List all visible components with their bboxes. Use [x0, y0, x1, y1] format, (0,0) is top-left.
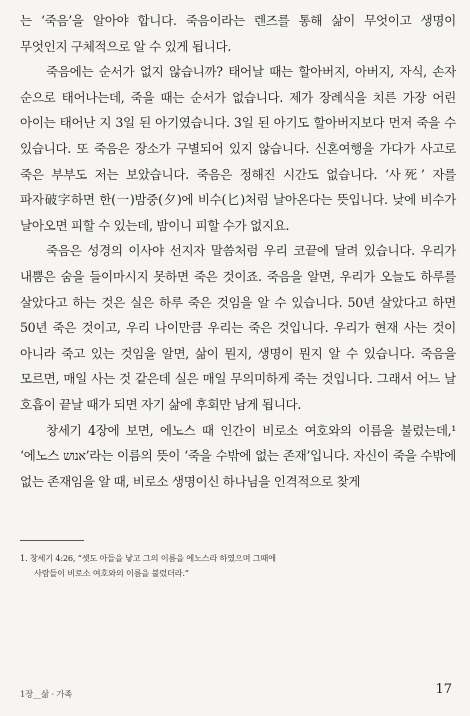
body-text — [20, 8, 456, 494]
footnote-line-1: 1. 창세기 4:26, “셋도 아들을 낳고 그의 이름을 에노스라 하였으며 그때에 — [20, 553, 276, 563]
running-head: 1장__삶 · 가족 — [20, 689, 73, 699]
paragraph-4: 창세기 4장에 보면, 에노스 때 인간이 비로소 여호와의 이름을 불렀는데,¹ ‘에노스 אנוש’라는 이름의 뜻이 ‘죽을 수밖에 없는 존재’입니다. 자신이 죽을 수밖에 없는 존재임을 알 때, 비로소 생명이신 하나님을 인격적으로 찾게 — [20, 422, 456, 489]
page-number: 17 — [435, 682, 452, 697]
paragraph-3: 죽음은 성경의 이사야 선지자 말씀처럼 우리 코끝에 달려 있습니다. 우리가 내뿜은 숨을 들이마시지 못하면 죽은 것이죠. 죽음을 알면, 우리가 오늘도 하루를 살았다고 하는 것은 실은 하루 죽은 것임을 알 수 있습니다. 50년 살았다고 하면 50년 죽은 것이고, 우리 나이만큼 우리는 죽은 것입니다. 우리가 현재 사는 것이 아니라 죽고 있는 것임을 알면, 삶이 뭔지, 생명이 뭔지 알 수 있습니다. 죽음을 모르면, 매일 사는 것 같은데 실은 매일 무의미하게 죽는 것입니다. 그래서 어느 날 호흡이 끝날 때가 되면 자기 삶에 후회만 남게 됩니다. — [20, 243, 456, 412]
footnote — [20, 551, 320, 581]
paragraph-1: 는 ‘죽음’을 알아야 합니다. 죽음이라는 렌즈를 통해 삶이 무엇이고 생명이 무엇인지 구체적으로 알 수 있게 됩니다. — [20, 13, 456, 54]
footnote-divider — [20, 540, 84, 541]
paragraph-2: 죽음에는 순서가 없지 않습니까? 태어날 때는 할아버지, 아버지, 자식, 손자 순으로 태어나는데, 죽을 때는 순서가 없습니다. 제가 장례식을 치른 가장 어린 아이는 태어난 지 3일 된 아기였습니다. 3일 된 아기도 할아버지보다 먼저 죽을 수 있습니다. 또 죽음은 장소가 구별되어 있지 않습니다. 신혼여행을 가다가 사고로 죽은 부부도 저는 보았습니다. 죽음은 정해진 시간도 없습니다. ‘사死’ 자를 파자破字하면 한(一)밤중(夕)에 비수(匕)처럼 날아온다는 뜻입니다. 낮에 비수가 날아오면 피할 수 있는데, 밤이니 피할 수가 없지요. — [20, 64, 456, 233]
footnote-line-2: 사람들이 비로소 여호와의 이름을 불렀더라.” — [34, 568, 189, 578]
